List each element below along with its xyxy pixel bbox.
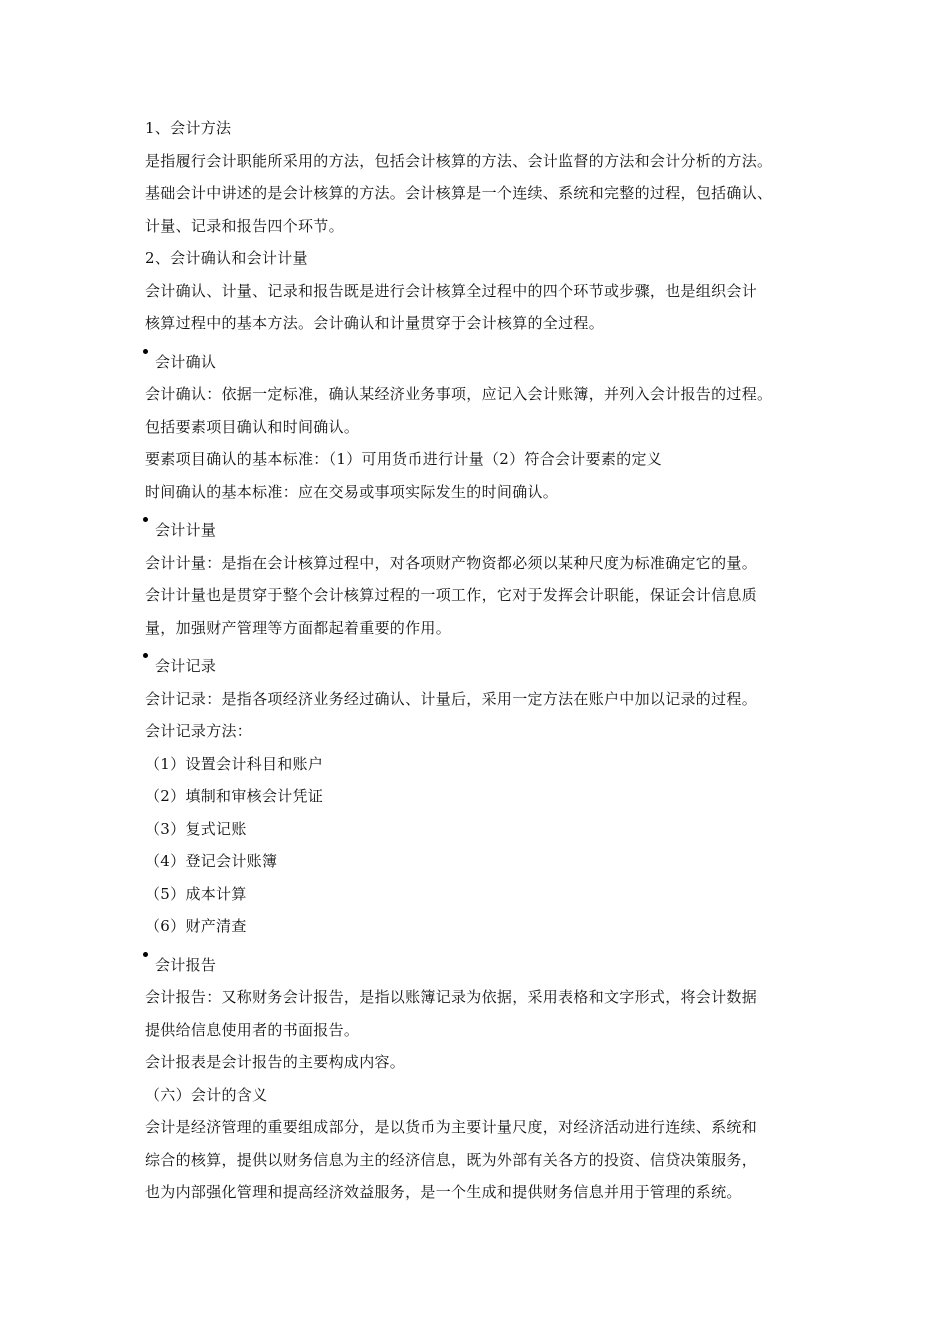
paragraph-line: 计量、记录和报告四个环节。 [145, 216, 344, 235]
section-heading: （六）会计的含义 [145, 1085, 268, 1104]
section-heading: 2、会计确认和会计计量 [145, 249, 308, 267]
bullet-heading [145, 650, 815, 683]
paragraph-line: 提供给信息使用者的书面报告。 [145, 1020, 360, 1039]
bullet-heading [145, 346, 815, 379]
bullet-heading [145, 949, 815, 982]
paragraph-line: 量，加强财产管理等方面都起着重要的作用。 [145, 618, 452, 637]
paragraph-line: 包括要素项目确认和时间确认。 [145, 417, 360, 436]
paragraph-line: 核算过程中的基本方法。会计确认和计量贯穿于会计核算的全过程。 [145, 314, 605, 332]
bullet-heading-text: 会计计量 [155, 521, 217, 539]
bullet-icon [143, 952, 148, 957]
bullet-icon [143, 653, 148, 658]
list-item: （3）复式记账 [145, 819, 247, 838]
paragraph-line: 会计计量：是指在会计核算过程中，对各项财产物资都必须以某种尺度为标准确定它的量。 [145, 553, 758, 572]
bullet-icon [143, 349, 148, 354]
paragraph-line: 会计确认、计量、记录和报告既是进行会计核算全过程中的四个环节或步骤，也是组织会计 [145, 281, 758, 300]
paragraph-line: 基础会计中讲述的是会计核算的方法。会计核算是一个连续、系统和完整的过程，包括确认、 [145, 184, 773, 202]
paragraph-line: 会计计量也是贯穿于整个会计核算过程的一项工作，它对于发挥会计职能，保证会计信息质 [145, 586, 758, 604]
paragraph-line: 综合的核算，提供以财务信息为主的经济信息，既为外部有关各方的投资、信贷决策服务， [145, 1150, 758, 1169]
paragraph-line: 要素项目确认的基本标准：（1）可用货币进行计量（2）符合会计要素的定义 [145, 450, 663, 468]
paragraph-line: 也为内部强化管理和提高经济效益服务，是一个生成和提供财务信息并用于管理的系统。 [145, 1183, 742, 1201]
bullet-heading-text: 会计记录 [155, 657, 217, 675]
paragraph-line: 会计记录方法： [145, 722, 253, 740]
paragraph-line: 是指履行会计职能所采用的方法，包括会计核算的方法、会计监督的方法和会计分析的方法。 [145, 151, 773, 170]
document-body [145, 112, 815, 1209]
list-item: （2）填制和审核会计凭证 [145, 787, 324, 805]
paragraph-line: 会计报表是会计报告的主要构成内容。 [145, 1053, 406, 1071]
list-item: （4）登记会计账簿 [145, 852, 278, 870]
list-item: （5）成本计算 [145, 884, 247, 903]
list-item: （6）财产清查 [145, 917, 247, 935]
paragraph-line: 会计是经济管理的重要组成部分，是以货币为主要计量尺度，对经济活动进行连续、系统和 [145, 1118, 758, 1136]
bullet-heading-text: 会计报告 [155, 955, 217, 974]
bullet-heading-text: 会计确认 [155, 352, 217, 371]
paragraph-line: 会计确认：依据一定标准，确认某经济业务事项，应记入会计账簿，并列入会计报告的过程。 [145, 385, 773, 403]
paragraph-line: 会计记录：是指各项经济业务经过确认、计量后，采用一定方法在账户中加以记录的过程。 [145, 689, 758, 708]
paragraph-line: 时间确认的基本标准：应在交易或事项实际发生的时间确认。 [145, 482, 559, 501]
section-heading: 1、会计方法 [145, 119, 232, 137]
list-item: （1）设置会计科目和账户 [145, 754, 324, 773]
bullet-heading [145, 514, 815, 547]
bullet-icon [143, 517, 148, 522]
paragraph-line: 会计报告：又称财务会计报告，是指以账簿记录为依据，采用表格和文字形式，将会计数据 [145, 988, 758, 1006]
